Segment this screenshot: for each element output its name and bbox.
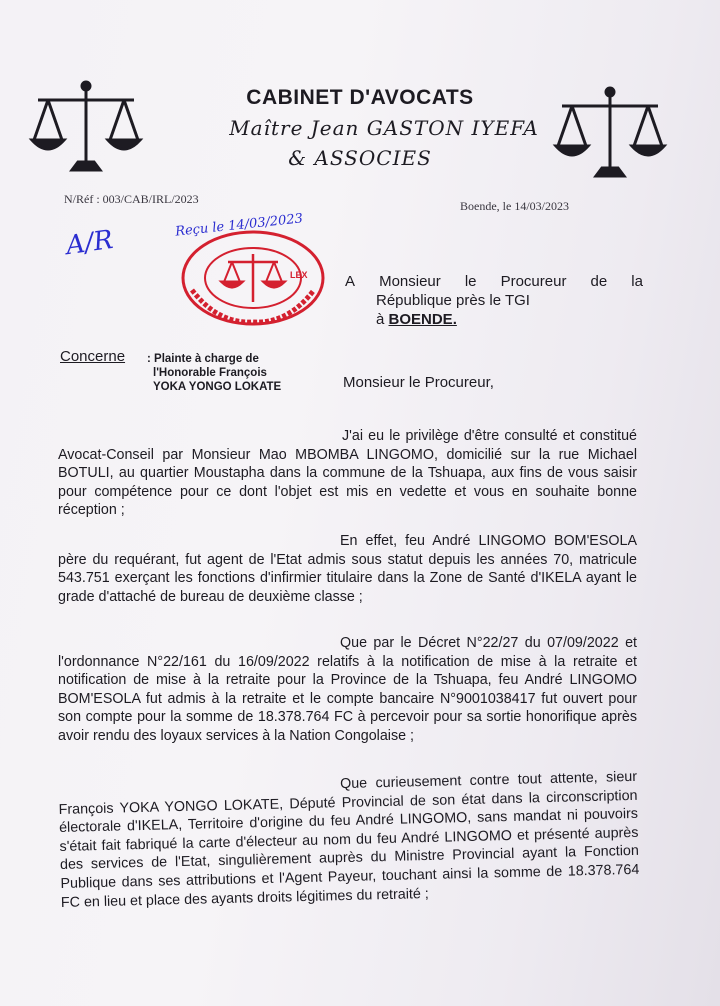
- body-paragraph-3: Que par le Décret N°22/27 du 07/09/2022 et l'ordonnance N°22/161 du 16/09/2022 relatifs à la notification de mise à la retraite et notification de mise à la retraite pour la Province de la Tshuapa, feu André LINGOMO BOM'ESOLA fut admis à la retraite et le compte bancaire N°9001038417 fut ouvert pour son compte pour la somme de 18.378.764 FC à percevoir pour sa sortie honorifique après avoir rendu des loyaux services à la Nation Congolaise ;: [58, 635, 637, 744]
- body-paragraph-4: Que curieusement contre tout attente, sieur François YOKA YONGO LOKATE, Député Provincial de son état dans la circonscription électorale d'IKELA, Territoire d'origine du feu André LINGOMO, sans mandat ni pouvoirs s'était fait fabriqué la carte d'électeur au nom du feu André LINGOMO et présenté auprès des services de l'Etat, singulièrement auprès du Ministre Provincial ayant la Fonction Publique dans ses attributions et l'Agent Payeur, touchant ainsi la somme de 18.378.764 FC en lieu et place des ayants droits légitimes du retraité ;: [58, 768, 640, 911]
- addressee-block: [345, 272, 643, 329]
- reference-number: N/Réf : 003/CAB/IRL/2023: [64, 192, 199, 206]
- addressee-line-1: A Monsieur le Procureur de la: [345, 273, 643, 290]
- stamp-label: LEX: [290, 270, 308, 280]
- body-paragraph-1: J'ai eu le privilège d'être consulté et constitué Avocat-Conseil par Monsieur Mao MBOMBA LINGOMO, domicilié sur la rue Michael BOTULI, au quartier Moustapha dans la commune de la Tshuapa, aux fins de vous saisir pour compétence pour ce dont l'objet est mis en vedette et vous en souhaite bonne réception ;: [58, 428, 637, 519]
- addressee-city: BOENDE.: [388, 311, 457, 328]
- handwritten-mark: A/R: [64, 224, 115, 262]
- addressee-line-3: à BOENDE.: [376, 311, 457, 328]
- official-stamp: [178, 228, 328, 333]
- firm-name: CABINET D'AVOCATS: [246, 86, 474, 109]
- letter-date: Boende, le 14/03/2023: [460, 199, 569, 213]
- subject-text: : Plainte à charge de l'Honorable François YOKA YONGO LOKATE: [147, 353, 282, 393]
- handwritten-receipt-note: Reçu le 14/03/2023: [174, 211, 304, 240]
- addressee-line-2: République près le TGI: [376, 292, 530, 309]
- firm-associates: & ASSOCIES: [288, 146, 432, 170]
- subject-label: Concerne: [60, 348, 126, 365]
- salutation: Monsieur le Procureur,: [343, 374, 494, 391]
- firm-lawyer-name: Maître Jean GASTON IYEFA: [229, 116, 539, 140]
- body-paragraph-2: En effet, feu André LINGOMO BOM'ESOLA père du requérant, fut agent de l'Etat admis sous statut depuis les années 70, matricule 543.751 exerçant les fonctions d'infirmier titulaire dans la Zone de Santé d'IKELA ayant le grade d'attaché de bureau de deuxième classe ;: [58, 533, 637, 605]
